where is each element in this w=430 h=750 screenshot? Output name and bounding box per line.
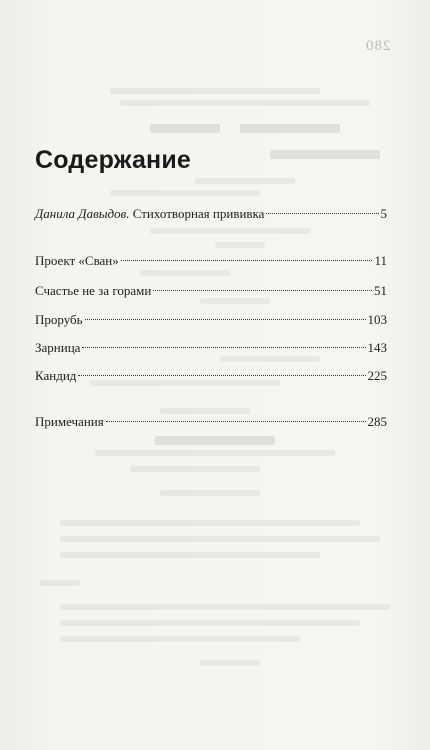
toc-entry-page: 51 [374, 283, 387, 298]
toc-entry-title: Проект «Сван» [35, 253, 119, 268]
toc-entry-page: 285 [367, 414, 387, 429]
toc-entry-author: Данила Давыдов. [35, 206, 130, 221]
toc-entry[interactable] [35, 311, 387, 329]
toc-entry[interactable] [35, 367, 387, 385]
toc-entry-title: Примечания [35, 414, 104, 429]
toc-entry-title: Счастье не за горами [35, 283, 152, 298]
toc-entry[interactable] [35, 252, 387, 270]
dot-leader [85, 319, 366, 320]
toc-entry-title: Данила Давыдов. Стихотворная прививка [35, 206, 265, 221]
dot-leader [106, 421, 366, 422]
toc-entry[interactable] [35, 205, 387, 223]
page-title: Содержание [35, 146, 192, 174]
mirrored-page-number: 280 [364, 38, 390, 54]
toc-entry[interactable] [35, 413, 387, 431]
dot-leader [82, 347, 365, 348]
toc-entry-title: Зарница [35, 340, 81, 355]
toc-entry[interactable] [35, 282, 387, 300]
toc-entry-page: 103 [367, 312, 387, 327]
toc-entry-title: Прорубь [35, 312, 83, 327]
toc-entry-page: 11 [374, 253, 387, 268]
toc-entry[interactable] [35, 339, 387, 357]
dot-leader [78, 375, 365, 376]
toc-entry-page: 143 [367, 340, 387, 355]
dot-leader [121, 260, 373, 261]
toc-entry-page: 5 [380, 206, 387, 221]
toc-entry-title: Кандид [35, 368, 77, 383]
dot-leader [266, 213, 378, 214]
dot-leader [153, 290, 372, 291]
toc-entry-page: 225 [367, 368, 387, 383]
